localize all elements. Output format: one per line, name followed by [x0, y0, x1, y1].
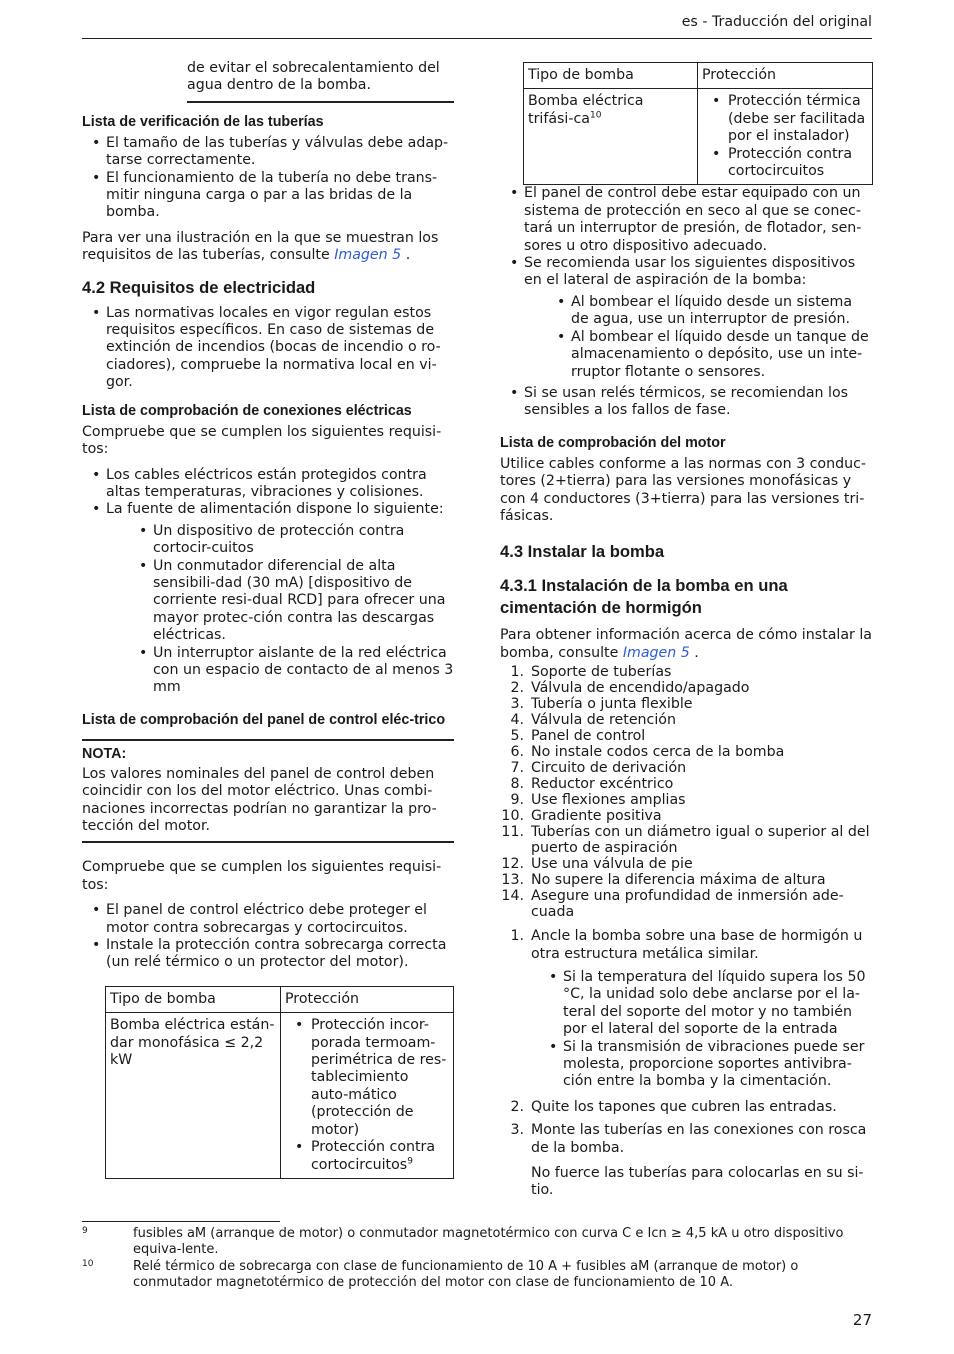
section-4-3-title: 4.3 Instalar la bomba	[500, 542, 665, 562]
footnote-divider	[82, 1221, 280, 1222]
pipe-note	[82, 230, 454, 265]
panel-check-title: Lista de comprobación del panel de control eléc-trico	[82, 711, 446, 728]
section-4-2-title: 4.2 Requisitos de electricidad	[82, 277, 316, 297]
footnote-number: 9	[82, 1226, 88, 1236]
list-item: • Si se usan relés térmicos, se recomiendan los sensibles a los fallos de fase.	[500, 385, 873, 420]
list-item: 4. Válvula de retención	[510, 712, 676, 729]
table-cell-protection	[698, 89, 873, 185]
table-row	[106, 1013, 454, 1179]
panel-items-list	[500, 185, 873, 419]
pump-type-text: Bomba eléctrica trifási-ca	[528, 93, 644, 127]
list-item: • Un interruptor aislante de la red eléctrica con un espacio de contacto de al menos 3 mm	[129, 645, 454, 697]
protection-list	[702, 93, 868, 180]
image-5-link[interactable]: Imagen 5	[622, 644, 690, 661]
list-item: • El tamaño de las tuberías y válvulas debe adap-tarse correctamente.	[82, 135, 454, 170]
image-5-link[interactable]: Imagen 5	[334, 247, 402, 264]
footnote-text: fusibles aM (arranque de motor) o conmutador magnetotérmico con curva C e Icn ≥ 4,5 kA u otro dispositivo equiva-lente.	[133, 1226, 844, 1257]
nota-label: NOTA:	[82, 745, 127, 762]
motor-check-title: Lista de comprobación del motor	[500, 434, 726, 451]
legend-text: Panel de control	[531, 728, 646, 745]
sec42-list	[82, 305, 454, 392]
step-item: 1. Ancle la bomba sobre una base de hormigón u otra estructura metálica similar. • Si la temperatura del líquido supera los 50 °C, la unidad solo debe anclarse por el la-teral del soporte del motor y no también por el lateral del soporte de la entrada • Si la transmisión de vibraciones puede ser molesta, proporcione soportes antivibra-ción entre la bomba y la cimentación.	[500, 928, 873, 1091]
list-item	[500, 255, 873, 381]
list-item: • Al bombear el líquido desde un sistema de agua, use un interruptor de presión.	[547, 294, 873, 329]
install-steps	[500, 928, 873, 1200]
pipe-note-text: Para ver una ilustración en la que se muestran los requisitos de las tuberías, consulte	[82, 229, 439, 264]
list-item: 2. Válvula de encendido/apagado	[510, 680, 750, 697]
header-label: es - Traducción del original	[681, 14, 872, 30]
list-item: 12. Use una válvula de pie	[501, 856, 693, 873]
list-item: 9. Use flexiones amplias	[510, 792, 686, 809]
pipe-note-end: .	[401, 247, 411, 264]
protection-table-single-phase	[105, 986, 454, 1179]
legend-text: Tuberías con un diámetro igual o superior al del puerto de aspiración	[531, 824, 870, 857]
intro-text: de evitar el sobrecalentamiento del agua dentro de la bomba.	[187, 60, 454, 103]
table-cell-type	[524, 89, 698, 185]
legend-text: Asegure una profundidad de inmersión ade-cuada	[531, 888, 844, 921]
step3-note: No fuerce las tuberías para colocarlas en su si-tio.	[531, 1165, 864, 1199]
list-item: • Protección incor-porada termoam-perimétrica de res-tablecimiento auto-mático (protección de motor)	[285, 1017, 449, 1139]
install-intro-text: Para obtener información acerca de cómo instalar la bomba, consulte	[500, 627, 872, 661]
footnote-ref-10[interactable]: 10	[589, 110, 602, 121]
left-column	[82, 60, 454, 1179]
legend-text: Use una válvula de pie	[531, 856, 693, 873]
list-item: • Si la temperatura del líquido supera los 50 °C, la unidad solo debe anclarse por el la-teral del soporte del motor y no también por el lateral del soporte de la entrada	[539, 969, 873, 1039]
list-item: • Un dispositivo de protección contra cortocir-cuitos	[129, 523, 454, 558]
panel-check-list	[82, 902, 454, 972]
legend-text: Use flexiones amplias	[531, 792, 686, 809]
list-item: • El funcionamiento de la tubería no debe trans-mitir ninguna carga o par a las bridas de la bomba.	[82, 170, 454, 222]
elec-check-title: Lista de comprobación de conexiones eléctricas	[82, 402, 412, 419]
section-4-3-1-title: 4.3.1 Instalación de la bomba en una cimentación de hormigón	[500, 576, 788, 618]
page-number: 27	[852, 1311, 872, 1329]
table-header-type: Tipo de bomba	[524, 63, 698, 89]
list-item: • El panel de control eléctrico debe proteger el motor contra sobrecargas y cortocircuitos.	[82, 902, 454, 937]
list-item: 5. Panel de control	[510, 728, 646, 745]
list-item: 8. Reductor excéntrico	[510, 776, 674, 793]
table-cell-protection	[281, 1013, 454, 1179]
list-item: 14. Asegure una profundidad de inmersión ade-cuada	[501, 888, 844, 921]
list-item: 1. Soporte de tuberías	[510, 664, 672, 681]
pipe-check-title: Lista de verificación de las tuberías	[82, 113, 324, 130]
list-item	[82, 501, 454, 696]
table-cell-type: Bomba eléctrica están-dar monofásica ≤ 2,2 kW	[106, 1013, 281, 1179]
list-item: 6. No instale codos cerca de la bomba	[510, 744, 785, 761]
list-item: • Los cables eléctricos están protegidos contra altas temperaturas, vibraciones y colisiones.	[82, 467, 454, 502]
figure-legend-list	[500, 664, 873, 920]
legend-text: Gradiente positiva	[531, 808, 662, 825]
elec-check-list	[82, 467, 454, 697]
table-header-protection: Protección	[698, 63, 873, 89]
page-header	[82, 14, 872, 39]
legend-text: Válvula de retención	[531, 712, 676, 729]
footnote-10	[82, 1259, 872, 1291]
list-item: • Instale la protección contra sobrecarga correcta (un relé térmico o un protector del motor).	[82, 937, 454, 972]
list-item: • Un conmutador diferencial de alta sensibili-dad (30 mA) [dispositivo de corriente resi-dual RCD] para ofrecer una mayor protec-ción contra las descargas eléctricas.	[129, 558, 454, 645]
step1-sublist	[539, 969, 873, 1091]
install-intro	[500, 627, 873, 662]
legend-text: Soporte de tuberías	[531, 664, 672, 681]
pipe-check-list	[82, 135, 454, 222]
list-item: • Al bombear el líquido desde un tanque de almacenamiento o depósito, use un inte-rruptor flotante o sensores.	[547, 329, 873, 381]
list-item: • Las normativas locales en vigor regulan estos requisitos específicos. En caso de sistemas de extinción de incendios (bocas de incendio o ro-ciadores), compruebe la normativa local en vi-gor.	[82, 305, 454, 392]
footnote-ref-9[interactable]: 9	[407, 1155, 413, 1166]
table-header-protection: Protección	[281, 986, 454, 1012]
list-item: • Si la transmisión de vibraciones puede ser molesta, proporcione soportes antivibra-ción entre la bomba y la cimentación.	[539, 1039, 873, 1091]
list-item: • Protección contra cortocircuitos	[702, 146, 868, 181]
list-item: 7. Circuito de derivación	[510, 760, 687, 777]
legend-text: Válvula de encendido/apagado	[531, 680, 750, 697]
motor-check-text: Utilice cables conforme a las normas con 3 conduc-tores (2+tierra) para las versiones monofásicas y con 4 conductores (3+tierra) para las versiones tri-fásicas.	[500, 455, 866, 524]
list-item: • Protección térmica (debe ser facilitada por el instalador)	[702, 93, 868, 145]
protection-table-three-phase	[523, 62, 873, 185]
legend-text: Circuito de derivación	[531, 760, 687, 777]
panel-sublist	[547, 294, 873, 381]
panel-check-intro: Compruebe que se cumplen los siguientes requisi-tos:	[82, 859, 442, 893]
footnote-number: 10	[82, 1259, 94, 1269]
elec-sublist	[129, 523, 454, 697]
right-column	[500, 62, 873, 1208]
legend-text: Tubería o junta flexible	[531, 696, 693, 713]
footnote-9	[82, 1226, 872, 1258]
step-text: Quite los tapones que cubren las entradas.	[531, 1098, 837, 1115]
nota-box	[82, 739, 454, 844]
legend-text: Reductor excéntrico	[531, 776, 674, 793]
list-item	[285, 1139, 449, 1174]
install-intro-end: .	[689, 644, 699, 661]
elec-check-intro: Compruebe que se cumplen los siguientes requisi-tos:	[82, 423, 442, 458]
protection-list	[285, 1017, 449, 1174]
list-item-text: Protección contra cortocircuitos	[311, 1139, 436, 1173]
step-item: 2. Quite los tapones que cubren las entradas.	[510, 1098, 837, 1115]
step-text: Ancle la bomba sobre una base de hormigón u otra estructura metálica similar.	[531, 928, 863, 962]
footnote-text: Relé térmico de sobrecarga con clase de funcionamiento de 10 A + fusibles aM (arranque de motor) o conmutador magnetotérmico de protección del motor con clase de funcionamiento de 10 A.	[133, 1259, 799, 1290]
legend-text: No instale codos cerca de la bomba	[531, 744, 785, 761]
list-item: 11. Tuberías con un diámetro igual o superior al del puerto de aspiración	[501, 824, 870, 857]
list-item: 13. No supere la diferencia máxima de altura	[501, 872, 826, 889]
step-item: 3. Monte las tuberías en las conexiones con rosca de la bomba. No fuerce las tuberías para colocarlas en su si-tio.	[500, 1122, 873, 1200]
step-text: Monte las tuberías en las conexiones con rosca de la bomba.	[531, 1122, 867, 1156]
list-item-text: Se recomienda usar los siguientes dispositivos en el lateral de aspiración de la bomba:	[524, 255, 856, 289]
legend-text: No supere la diferencia máxima de altura	[531, 872, 826, 889]
table-header-type: Tipo de bomba	[106, 986, 281, 1012]
list-item: 3. Tubería o junta flexible	[510, 696, 693, 713]
nota-text: Los valores nominales del panel de control deben coincidir con los del motor eléctrico. Unas combi-naciones incorrectas podrían no garantizar la pro-tección del motor.	[82, 765, 437, 834]
table-row	[524, 89, 873, 185]
list-item: 10. Gradiente positiva	[501, 808, 662, 825]
list-item: • El panel de control debe estar equipado con un sistema de protección en seco al que se conec-tará un interruptor de presión, de flotador, sen-sores u otro dispositivo adecuado.	[500, 185, 873, 255]
list-item-text: La fuente de alimentación dispone lo siguiente:	[106, 501, 444, 518]
